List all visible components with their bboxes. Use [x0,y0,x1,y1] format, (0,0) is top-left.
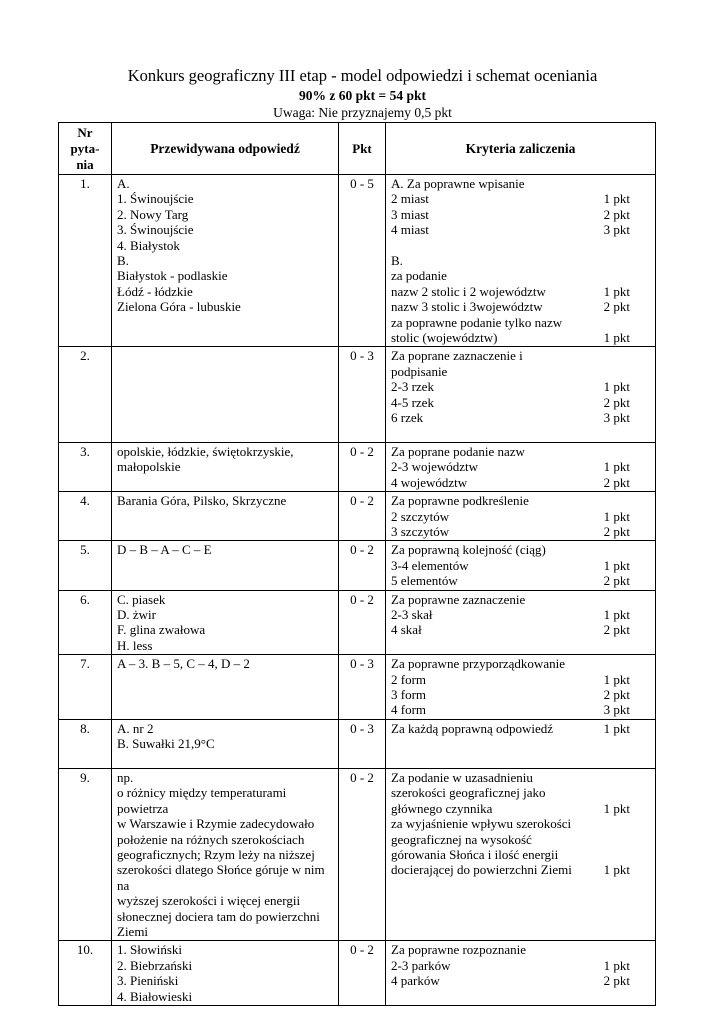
criteria-points: 2 pkt [603,474,630,490]
criteria-text: 2 szczytów [391,508,450,524]
criteria-line [391,493,652,508]
points-range: 0 - 5 [339,175,386,347]
answer-line: 4. Białowieski [117,988,193,1004]
criteria-line [391,364,652,379]
criteria-points [630,592,652,607]
answer-line: wyższej szerokości i więcej energii [117,893,301,909]
criteria-points [630,656,652,671]
criteria-text: docierającej do powierzchni Ziemi [391,862,572,878]
answer-line: położenie na różnych szerokościach [117,831,305,847]
answer-line: 2. Nowy Targ [117,206,189,222]
answer-line: 2. Biebrzański [117,957,193,973]
table-row [59,941,656,1006]
points-range: 0 - 2 [339,442,386,491]
criteria-text: Za podanie w uzasadnieniu [391,769,533,785]
criteria-points [630,832,652,847]
criteria-text: 4-5 rzek [391,394,434,410]
points-range: 0 - 3 [339,655,386,720]
criteria-line [391,592,652,607]
answer-line: A – 3. B – 5, C – 4, D – 2 [117,656,250,672]
criteria-line [391,238,652,253]
criteria-line [391,299,652,314]
criteria-text: 2 miast [391,191,429,207]
criteria-points: 2 pkt [603,622,630,638]
points-range: 0 - 2 [339,941,386,1006]
criteria-line [391,832,652,847]
expected-answer [112,655,339,720]
answer-line: słonecznej dociera tam do powierzchni [117,908,320,924]
page-title: Konkurs geograficzny III etap - model odpowiedzi i schemat oceniania [127,66,598,85]
answer-line: np. [117,769,134,785]
criteria-points: 1 pkt [603,459,630,475]
criteria-points [630,315,652,330]
scoring-criteria [386,347,656,442]
criteria-points [630,770,652,785]
criteria-text: 4 skał [391,622,422,638]
criteria-line [391,459,652,474]
column-header-answer: Przewidywana odpowiedź [112,123,339,175]
criteria-points: 3 pkt [603,222,630,238]
criteria-points [630,785,652,800]
criteria-line [391,315,652,330]
criteria-points: 1 pkt [603,671,630,687]
table-body [59,175,656,1006]
criteria-text: Za poprawne podkreślenie [391,493,529,509]
criteria-points: 1 pkt [603,720,630,736]
criteria-points: 2 pkt [603,686,630,702]
criteria-line [391,785,652,800]
criteria-line [391,191,652,206]
page-note: Uwaga: Nie przyznajemy 0,5 pkt [273,105,452,120]
question-number: 7. [59,655,112,720]
criteria-points [630,364,652,379]
criteria-points [630,253,652,268]
table-row [59,175,656,347]
criteria-points [630,816,652,831]
criteria-text: Za poprane podanie nazw [391,443,525,459]
question-number: 4. [59,492,112,541]
criteria-text: 3 form [391,686,427,702]
criteria-points [630,176,652,191]
criteria-text: za wyjaśnienie wpływu szerokości [391,816,572,832]
answer-line: A. [117,176,130,191]
criteria-text: A. Za poprawne wpisanie [391,176,525,191]
criteria-line [391,607,652,622]
criteria-text: 4 województw [391,474,468,490]
criteria-line [391,425,652,440]
scoring-criteria [386,768,656,940]
criteria-text: stolic (województw) [391,330,498,346]
criteria-line [391,524,652,539]
page-subtitle: 90% z 60 pkt = 54 pkt [299,88,426,103]
column-header-points: Pkt [339,123,386,175]
criteria-text: 4 miast [391,222,429,238]
criteria-points [630,444,652,459]
answer-line: szerokości dlatego Słońce góruje w nim na [117,862,325,893]
criteria-text: za poprawne podanie tylko nazw [391,314,563,330]
answer-line: 1. Świnoujście [117,191,194,207]
criteria-text: 2-3 rzek [391,379,434,395]
points-range: 0 - 3 [339,347,386,442]
criteria-line [391,348,652,363]
question-number: 8. [59,719,112,768]
scoring-criteria [386,492,656,541]
points-range: 0 - 2 [339,492,386,541]
criteria-line [391,573,652,588]
criteria-line [391,268,652,283]
criteria-text: Za poprawną kolejność (ciąg) [391,542,546,558]
criteria-line [391,176,652,191]
criteria-line [391,816,652,831]
criteria-text: 2-3 parków [391,957,451,973]
table-row [59,719,656,768]
criteria-line [391,542,652,557]
question-number: 6. [59,590,112,655]
criteria-text: Za poprawne rozpoznanie [391,942,526,958]
criteria-line [391,721,652,736]
criteria-text: Za poprawne zaznaczenie [391,591,526,607]
criteria-points: 1 pkt [603,800,630,816]
criteria-text: 4 form [391,702,427,718]
expected-answer [112,719,339,768]
criteria-points [630,493,652,508]
criteria-line [391,672,652,687]
criteria-points [630,268,652,283]
criteria-line [391,801,652,816]
criteria-text: 6 rzek [391,410,424,426]
points-range: 0 - 2 [339,768,386,940]
table-row [59,590,656,655]
expected-answer [112,175,339,347]
answer-line: B. Suwałki 21,9°C [117,736,215,752]
criteria-points: 2 pkt [603,573,630,589]
criteria-points [630,238,652,253]
answer-line: H. less [117,637,153,653]
criteria-points [630,425,652,440]
criteria-line [391,410,652,425]
answer-line: 3. Świnoujście [117,222,194,238]
column-header-nr [59,123,112,175]
answer-line: Barania Góra, Pilsko, Skrzyczne [117,493,287,509]
scoring-criteria [386,590,656,655]
criteria-line [391,622,652,637]
criteria-line [391,475,652,490]
criteria-points: 2 pkt [603,523,630,539]
question-number: 9. [59,768,112,940]
question-number: 2. [59,347,112,442]
answer-line: małopolskie [117,459,181,475]
table-header-row [59,123,656,175]
criteria-points [630,847,652,862]
criteria-text: 5 elementów [391,573,458,589]
criteria-points: 3 pkt [603,702,630,718]
expected-answer [112,590,339,655]
criteria-text: 3-4 elementów [391,557,469,573]
criteria-line [391,847,652,862]
criteria-text: szerokości geograficznej jako [391,785,546,801]
criteria-points: 2 pkt [603,299,630,315]
scoring-criteria [386,541,656,590]
table-row [59,655,656,720]
answer-line: D. żwir [117,606,156,622]
table-row [59,541,656,590]
column-header-nr-line1: Nr [77,124,93,140]
table-row [59,347,656,442]
answer-line: Ziemi [117,924,149,940]
scoring-table [58,122,656,1006]
scoring-criteria [386,655,656,720]
criteria-points [630,348,652,363]
points-range: 0 - 2 [339,541,386,590]
question-number: 5. [59,541,112,590]
criteria-line [391,207,652,222]
column-header-criteria: Kryteria zaliczenia [386,123,656,175]
answer-line: o różnicy między temperaturami powietrza [117,785,287,816]
column-header-nr-line3: nia [76,156,94,172]
criteria-line [391,973,652,988]
criteria-line [391,330,652,345]
answer-line [117,752,335,767]
criteria-text: górowania Słońca i ilość energii [391,847,559,863]
criteria-text: 3 szczytów [391,523,450,539]
criteria-line [391,687,652,702]
table-row [59,492,656,541]
criteria-points: 1 pkt [603,191,630,207]
criteria-text: głównego czynnika [391,800,493,816]
table-row [59,768,656,940]
answer-line: Białystok - podlaskie [117,268,228,284]
criteria-text: 2 form [391,671,427,687]
answer-line: geograficznych; Rzym leży na niższej [117,847,315,863]
criteria-text: geograficznej na wysokość [391,831,532,847]
criteria-line [391,558,652,573]
question-number: 3. [59,442,112,491]
answer-line: opolskie, łódzkie, świętokrzyskie, [117,443,294,459]
criteria-points: 1 pkt [603,379,630,395]
criteria-points [630,942,652,957]
column-header-nr-line2: pyta- [70,140,100,156]
answer-line: A. nr 2 [117,720,154,736]
scoring-criteria [386,719,656,768]
criteria-points: 1 pkt [603,508,630,524]
answer-line: 3. Pieniński [117,973,179,989]
criteria-text: nazw 3 stolic i 3województw [391,299,543,315]
criteria-line [391,444,652,459]
answer-line: F. glina zwałowa [117,622,206,638]
scoring-criteria [386,442,656,491]
criteria-text: Za poprane zaznaczenie i [391,348,523,364]
criteria-text: 3 miast [391,206,429,222]
points-range: 0 - 2 [339,590,386,655]
question-number: 10. [59,941,112,1006]
answer-line: 1. Słowiński [117,942,183,958]
expected-answer [112,941,339,1006]
criteria-line [391,509,652,524]
points-range: 0 - 3 [339,719,386,768]
criteria-points: 1 pkt [603,606,630,622]
criteria-line [391,379,652,394]
criteria-text: Za poprawne przyporządkowanie [391,656,565,672]
criteria-points: 1 pkt [603,862,630,878]
expected-answer [112,442,339,491]
criteria-line [391,222,652,237]
criteria-line [391,942,652,957]
criteria-line [391,253,652,268]
table-row [59,442,656,491]
criteria-line [391,958,652,973]
expected-answer [112,492,339,541]
criteria-text: za podanie [391,268,447,284]
criteria-text: podpisanie [391,363,448,379]
criteria-line [391,862,652,877]
expected-answer [112,347,339,442]
answer-line: Łódź - łódzkie [117,283,193,299]
criteria-points: 3 pkt [603,410,630,426]
answer-line: w Warszawie i Rzymie zadecydowało [117,816,315,832]
question-number: 1. [59,175,112,347]
criteria-text: Za każdą poprawną odpowiedź [391,720,554,736]
criteria-text: 2-3 województw [391,459,479,475]
scoring-criteria [386,941,656,1006]
scoring-criteria [386,175,656,347]
answer-line: Zielona Góra - lubuskie [117,299,241,315]
criteria-points: 1 pkt [603,557,630,573]
answer-line: D – B – A – C – E [117,542,212,558]
expected-answer [112,768,339,940]
criteria-points: 1 pkt [603,283,630,299]
expected-answer [112,541,339,590]
criteria-points: 2 pkt [603,206,630,222]
criteria-points: 1 pkt [603,330,630,346]
answer-line: C. piasek [117,591,166,607]
criteria-line [391,395,652,410]
criteria-points: 2 pkt [603,394,630,410]
criteria-points: 1 pkt [603,957,630,973]
criteria-line [391,702,652,717]
criteria-points [630,542,652,557]
criteria-text: 4 parków [391,973,440,989]
criteria-text: 2-3 skał [391,606,433,622]
criteria-text: nazw 2 stolic i 2 województw [391,283,546,299]
criteria-points: 2 pkt [603,973,630,989]
criteria-line [391,770,652,785]
criteria-line [391,284,652,299]
criteria-line [391,656,652,671]
answer-line: B. [117,253,129,269]
answer-line: 4. Białystok [117,237,180,253]
criteria-text: B. [391,253,403,269]
